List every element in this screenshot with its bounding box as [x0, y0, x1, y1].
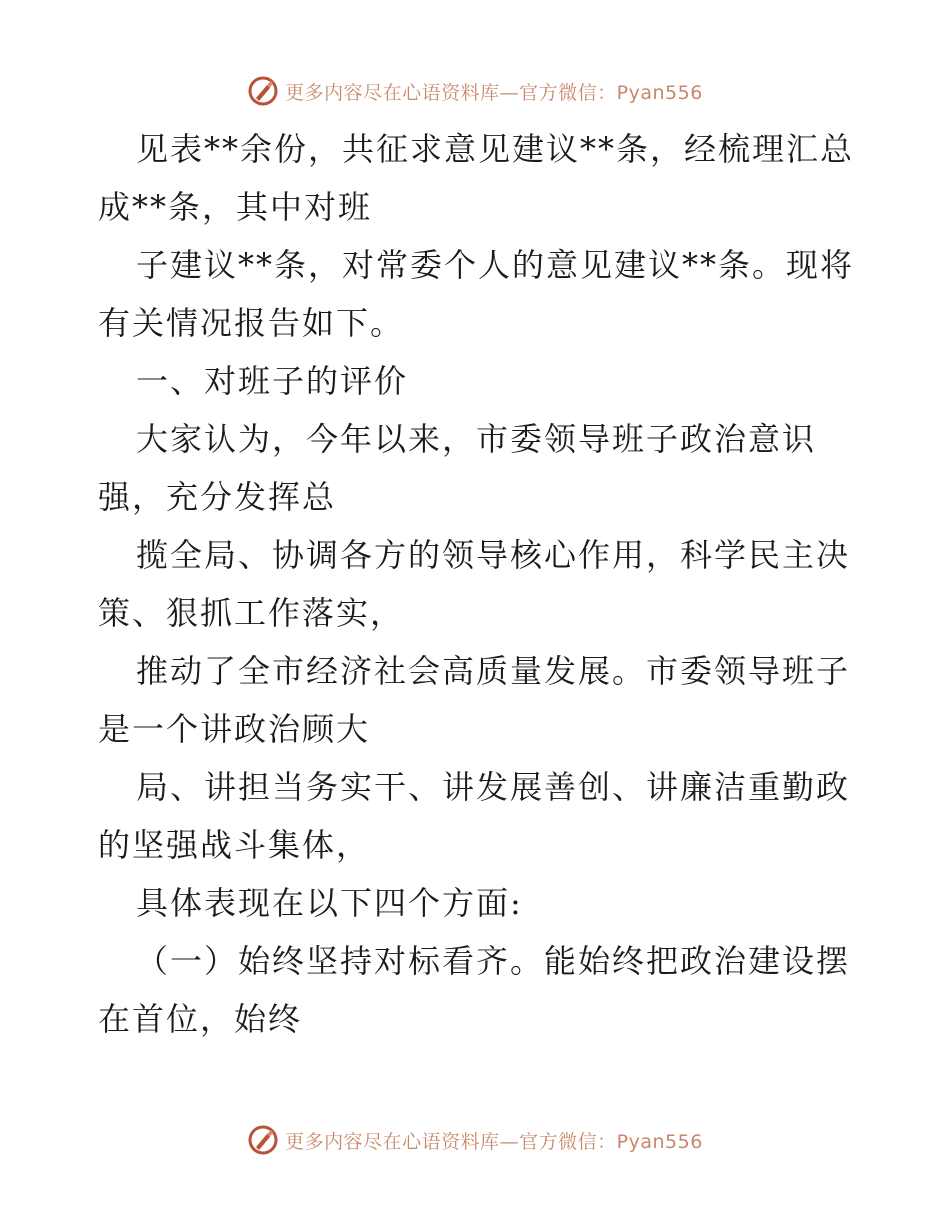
text-line: 强，充分发挥总 [98, 478, 337, 516]
text-line: 成**条，其中对班 [98, 188, 373, 226]
header-watermark [0, 71, 950, 111]
text-line: 在首位，始终 [98, 1000, 303, 1038]
text-line: 大家认为，今年以来，市委领导班子政治意识 [136, 420, 817, 458]
watermark-text: 更多内容尽在心语资料库—官方微信：Pyan556 [285, 81, 703, 104]
watermark-text: 更多内容尽在心语资料库—官方微信：Pyan556 [285, 1130, 703, 1153]
pen-logo-icon [247, 1124, 279, 1156]
pen-logo-icon [247, 75, 279, 107]
footer-watermark [0, 1120, 950, 1160]
text-line: 揽全局、协调各方的领导核心作用，科学民主决 [136, 536, 851, 574]
section-heading: 一、对班子的评价 [136, 362, 409, 400]
subsection-heading: （一）始终坚持对标看齐。能始终把政治建设摆 [136, 942, 851, 980]
text-line: 的坚强战斗集体， [98, 826, 371, 864]
text-line: 子建议**条，对常委个人的意见建议**条。现将 [136, 246, 855, 284]
text-line: 推动了全市经济社会高质量发展。市委领导班子 [136, 652, 851, 690]
text-line: 是一个讲政治顾大 [98, 710, 371, 748]
text-line: 见表**余份，共征求意见建议**条，经梳理汇总 [136, 130, 855, 168]
document-body [98, 120, 858, 1048]
text-line: 策、狠抓工作落实， [98, 594, 405, 632]
text-line: 局、讲担当务实干、讲发展善创、讲廉洁重勤政 [136, 768, 851, 806]
text-line: 有关情况报告如下。 [98, 304, 405, 342]
text-line: 具体表现在以下四个方面: [136, 884, 523, 922]
